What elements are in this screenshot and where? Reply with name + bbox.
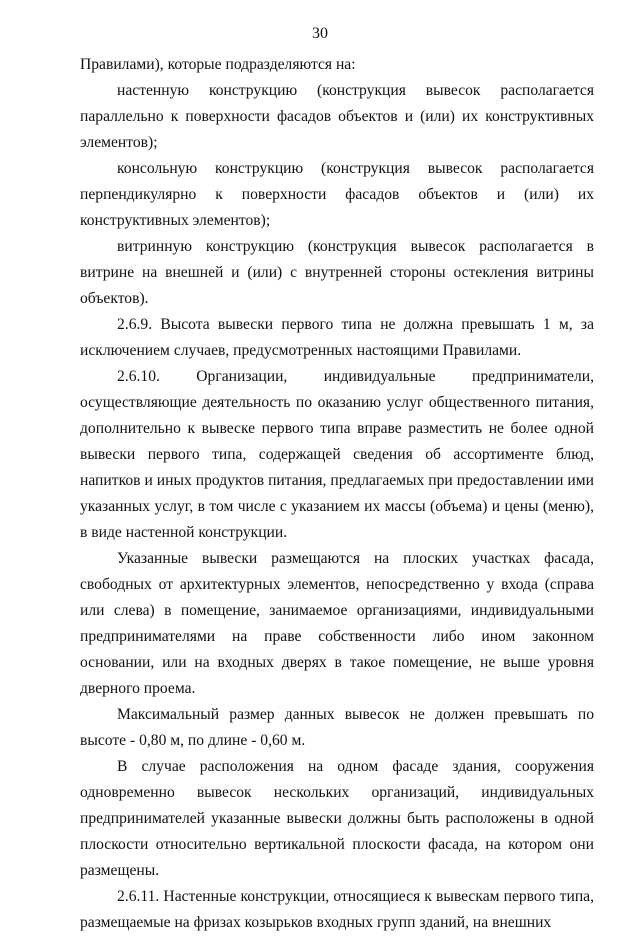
paragraph-wall-construction: настенную конструкцию (конструкция вывесок располагается параллельно к поверхности фасадов объектов и (или) их конструктивных элементов); [80,82,594,151]
paragraph-intro: Правилами), которые подразделяются на: [80,56,356,73]
paragraph-placement: Указанные вывески размещаются на плоских участках фасада, свободных от архитектурных элементов, непосредственно у входа (справа или слева) в помещение, занимаемое организациями, индивидуальными предпринимателями на праве собственности либо ином законном основании, или на входных дверях в такое помещение, не выше уровня дверного проема. [80,550,594,697]
paragraph-2-6-9: 2.6.9. Высота вывески первого типа не должна превышать 1 м, за исключением случаев, предусмотренных настоящими Правилами. [80,316,594,359]
paragraph-console-construction: консольную конструкцию (конструкция вывесок располагается перпендикулярно к поверхности фасадов объектов и (или) их конструктивных элементов); [80,160,594,229]
paragraph-max-size: Максимальный размер данных вывесок не должен превышать по высоте - 0,80 м, по длине - 0,60 м. [80,706,594,749]
page-number: 30 [312,25,328,42]
paragraph-2-6-10: 2.6.10. Организации, индивидуальные предприниматели, осуществляющие деятельность по оказанию услуг общественного питания, дополнительно к вывеске первого типа вправе разместить не более одной вывески первого типа, содержащей сведения об ассортименте блюд, напитков и иных продуктов питания, предлагаемых при предоставлении ими указанных услуг, в том числе с указанием их массы (объема) и цены (меню), в виде настенной конструкции. [80,368,594,541]
document-body [80,52,594,936]
paragraph-same-facade: В случае расположения на одном фасаде здания, сооружения одновременно вывесок нескольких организаций, индивидуальных предпринимателей указанные вывески должны быть расположены в одной плоскости относительно вертикальной плоскости фасада, на котором они размещены. [80,758,594,879]
paragraph-showcase-construction: витринную конструкцию (конструкция вывесок располагается в витрине на внешней и (или) с внутренней стороны остекления витрины объектов). [80,238,594,307]
paragraph-2-6-11: 2.6.11. Настенные конструкции, относящиеся к вывескам первого типа, размещаемые на фризах козырьков входных групп зданий, на внешних [80,888,594,931]
